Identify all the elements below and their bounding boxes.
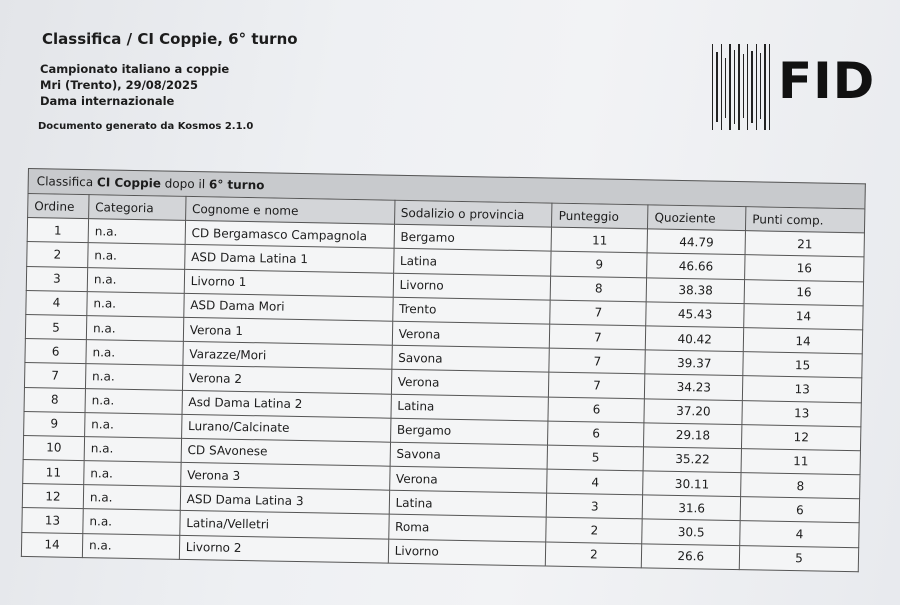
score-cell: 11 xyxy=(552,227,648,253)
quotient-cell: 30.11 xyxy=(643,471,741,497)
category-cell: n.a. xyxy=(84,461,181,487)
comp-points-cell: 5 xyxy=(739,545,858,571)
team-name-cell: Livorno 1 xyxy=(184,269,393,297)
club-cell: Savona xyxy=(390,442,548,469)
comp-points-cell: 11 xyxy=(741,448,860,474)
club-cell: Livorno xyxy=(388,539,546,566)
team-name-cell: Verona 3 xyxy=(180,462,389,490)
club-cell: Verona xyxy=(389,466,547,493)
rank-cell: 8 xyxy=(24,387,85,412)
comp-points-cell: 21 xyxy=(745,231,864,257)
rank-cell: 7 xyxy=(24,363,85,388)
rank-cell: 14 xyxy=(21,532,82,557)
quotient-cell: 35.22 xyxy=(643,447,741,473)
caption-text-mid: dopo il xyxy=(160,176,210,192)
rank-cell: 6 xyxy=(25,339,86,364)
column-header: Punteggio xyxy=(552,203,648,229)
score-cell: 6 xyxy=(548,397,644,423)
caption-competition: CI Coppie xyxy=(96,175,162,191)
category-cell: n.a. xyxy=(86,316,183,342)
comp-points-cell: 16 xyxy=(744,279,863,305)
logo-text: FID xyxy=(778,52,876,110)
column-header: Quoziente xyxy=(648,205,746,231)
comp-points-cell: 4 xyxy=(740,521,859,547)
score-cell: 8 xyxy=(551,276,647,302)
championship-name: Campionato italiano a coppie xyxy=(40,62,230,76)
quotient-cell: 37.20 xyxy=(644,398,742,424)
team-name-cell: ASD Dama Mori xyxy=(184,293,393,321)
rank-cell: 4 xyxy=(26,290,87,315)
standings-table-wrapper xyxy=(21,168,866,572)
team-name-cell: Asd Dama Latina 2 xyxy=(182,390,391,418)
quotient-cell: 34.23 xyxy=(645,374,743,400)
column-header: Sodalizio o provincia xyxy=(394,200,552,227)
category-cell: n.a. xyxy=(82,533,179,559)
comp-points-cell: 6 xyxy=(740,497,859,523)
comp-points-cell: 16 xyxy=(745,255,864,281)
club-cell: Bergamo xyxy=(390,418,548,445)
category-cell: n.a. xyxy=(83,509,180,535)
category-cell: n.a. xyxy=(84,436,181,462)
club-cell: Verona xyxy=(391,370,549,397)
category-cell: n.a. xyxy=(85,412,182,438)
score-cell: 3 xyxy=(547,493,643,519)
club-cell: Latina xyxy=(391,394,549,421)
score-cell: 7 xyxy=(549,348,645,374)
score-cell: 2 xyxy=(546,518,642,544)
caption-round: 6° turno xyxy=(208,177,265,193)
club-cell: Bergamo xyxy=(394,224,552,251)
fid-logo xyxy=(712,44,876,130)
quotient-cell: 30.5 xyxy=(642,519,740,545)
comp-points-cell: 15 xyxy=(743,352,862,378)
team-name-cell: CD SAvonese xyxy=(181,438,390,466)
club-cell: Savona xyxy=(391,345,549,372)
category-cell: n.a. xyxy=(88,243,185,269)
team-name-cell: Latina/Velletri xyxy=(180,511,389,539)
team-name-cell: Varazze/Mori xyxy=(183,341,392,369)
generator-note: Documento generato da Kosmos 2.1.0 xyxy=(38,121,254,132)
quotient-cell: 46.66 xyxy=(647,253,745,279)
standings-table xyxy=(21,193,866,572)
score-cell: 2 xyxy=(546,542,642,568)
rank-cell: 13 xyxy=(22,508,83,533)
quotient-cell: 39.37 xyxy=(645,350,743,376)
rank-cell: 10 xyxy=(23,435,84,460)
club-cell: Trento xyxy=(392,297,550,324)
quotient-cell: 29.18 xyxy=(644,423,742,449)
quotient-cell: 44.79 xyxy=(647,229,745,255)
score-cell: 5 xyxy=(548,445,644,471)
score-cell: 7 xyxy=(549,372,645,398)
logo-bars-icon xyxy=(712,44,770,130)
score-cell: 6 xyxy=(548,421,644,447)
comp-points-cell: 14 xyxy=(743,328,862,354)
quotient-cell: 31.6 xyxy=(642,495,740,521)
score-cell: 7 xyxy=(550,300,646,326)
score-cell: 7 xyxy=(550,324,646,350)
column-header: Cognome e nome xyxy=(185,196,394,224)
column-header: Punti comp. xyxy=(746,207,865,233)
club-cell: Latina xyxy=(389,490,547,517)
column-header: Categoria xyxy=(89,195,186,221)
category-cell: n.a. xyxy=(83,485,180,511)
rank-cell: 3 xyxy=(26,266,87,291)
rank-cell: 1 xyxy=(27,218,88,243)
category-cell: n.a. xyxy=(87,267,184,293)
rank-cell: 5 xyxy=(25,314,86,339)
club-cell: Verona xyxy=(392,321,550,348)
team-name-cell: Lurano/Calcinate xyxy=(181,414,390,442)
quotient-cell: 40.42 xyxy=(646,326,744,352)
comp-points-cell: 8 xyxy=(741,473,860,499)
score-cell: 4 xyxy=(547,469,643,495)
rank-cell: 9 xyxy=(24,411,85,436)
comp-points-cell: 13 xyxy=(742,400,861,426)
team-name-cell: CD Bergamasco Campagnola xyxy=(185,221,394,249)
team-name-cell: Livorno 2 xyxy=(179,535,388,563)
document-title: Classifica / CI Coppie, 6° turno xyxy=(42,30,298,48)
caption-text: Classifica xyxy=(36,174,98,190)
quotient-cell: 45.43 xyxy=(646,302,744,328)
comp-points-cell: 12 xyxy=(742,424,861,450)
event-place-date: Mri (Trento), 29/08/2025 xyxy=(40,78,198,92)
category-cell: n.a. xyxy=(88,219,185,245)
comp-points-cell: 13 xyxy=(743,376,862,402)
score-cell: 9 xyxy=(551,251,647,277)
comp-points-cell: 14 xyxy=(744,303,863,329)
game-type: Dama internazionale xyxy=(40,94,175,108)
team-name-cell: ASD Dama Latina 3 xyxy=(180,487,389,515)
category-cell: n.a. xyxy=(86,340,183,366)
quotient-cell: 26.6 xyxy=(642,543,740,569)
category-cell: n.a. xyxy=(85,364,182,390)
rank-cell: 12 xyxy=(22,484,83,509)
category-cell: n.a. xyxy=(87,291,184,317)
team-name-cell: Verona 1 xyxy=(183,317,392,345)
quotient-cell: 38.38 xyxy=(646,277,744,303)
category-cell: n.a. xyxy=(85,388,182,414)
rank-cell: 2 xyxy=(27,242,88,267)
club-cell: Livorno xyxy=(393,273,551,300)
club-cell: Roma xyxy=(388,515,546,542)
rank-cell: 11 xyxy=(23,460,84,485)
column-header: Ordine xyxy=(28,194,89,219)
team-name-cell: ASD Dama Latina 1 xyxy=(184,245,393,273)
club-cell: Latina xyxy=(393,249,551,276)
team-name-cell: Verona 2 xyxy=(182,366,391,394)
